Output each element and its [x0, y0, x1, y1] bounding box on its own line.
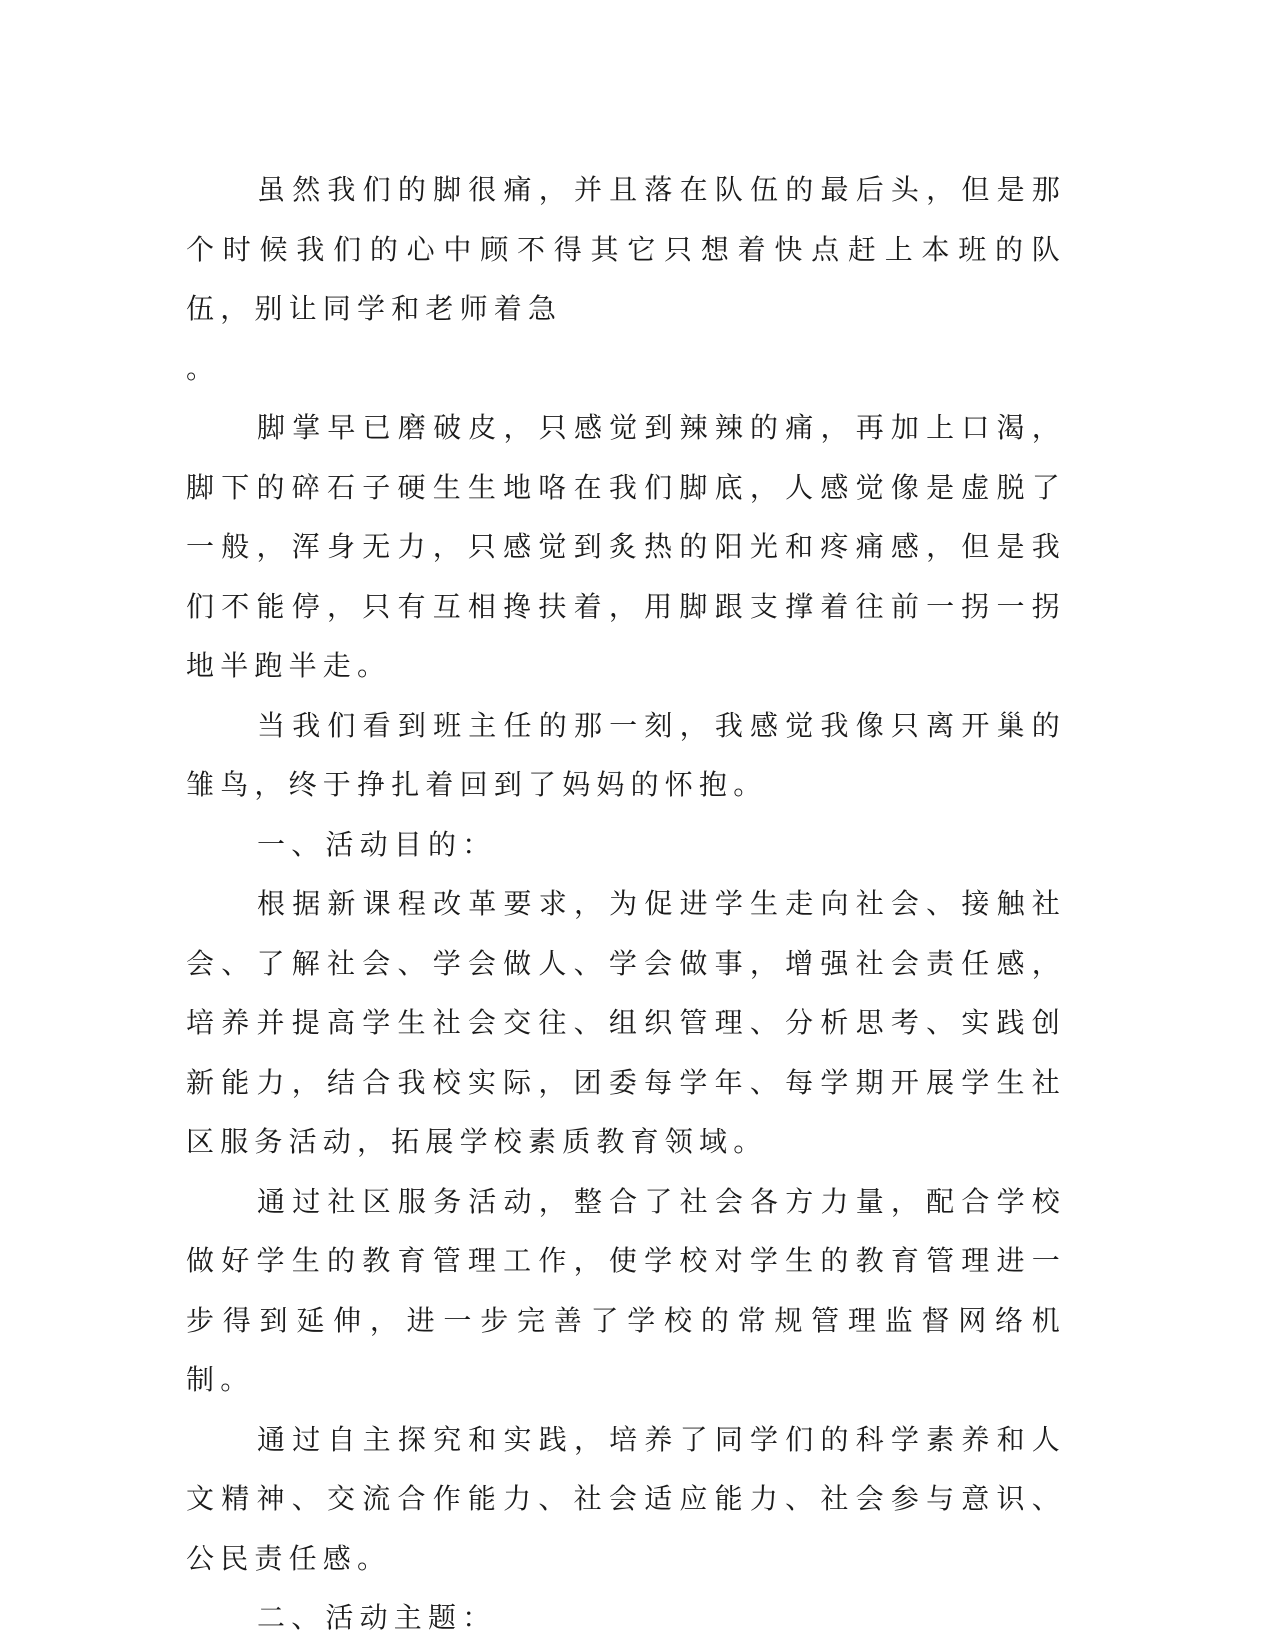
- section-heading-purpose: 一、活动目的：: [257, 827, 497, 861]
- paragraph-2: 脚掌早已磨破皮，只感觉到辣辣的痛，再加上口渴，脚下的碎石子硬生生地咯在我们脚底，人感觉像是虚脱了一般，浑身无力，只感觉到炙热的阳光和疼痛感，但是我们不能停，只有互相搀扶着，用脚跟支撑着往前一拐一拐地半跑半走。: [186, 411, 1066, 682]
- document-body: [186, 160, 1066, 1648]
- paragraph-6: 通过自主探究和实践，培养了同学们的科学素养和人文精神、交流合作能力、社会适应能力、社会参与意识、公民责任感。: [186, 1422, 1066, 1575]
- paragraph-4: 根据新课程改革要求，为促进学生走向社会、接触社会、了解社会、学会做人、学会做事，增强社会责任感，培养并提高学生社会交往、组织管理、分析思考、实践创新能力，结合我校实际，团委每学年、每学期开展学生社区服务活动，拓展学校素质教育领域。: [186, 887, 1066, 1158]
- paragraph-1-continuation: 。: [186, 351, 215, 385]
- section-heading-theme: 二、活动主题：: [257, 1601, 497, 1634]
- paragraph-5: 通过社区服务活动，整合了社会各方力量，配合学校做好学生的教育管理工作，使学校对学生的教育管理进一步得到延伸，进一步完善了学校的常规管理监督网络机制。: [186, 1184, 1066, 1396]
- paragraph-1: 虽然我们的脚很痛，并且落在队伍的最后头，但是那个时候我们的心中顾不得其它只想着快点赶上本班的队伍，别让同学和老师着急: [186, 173, 1066, 325]
- paragraph-3: 当我们看到班主任的那一刻，我感觉我像只离开巢的雏鸟，终于挣扎着回到了妈妈的怀抱。: [186, 708, 1066, 801]
